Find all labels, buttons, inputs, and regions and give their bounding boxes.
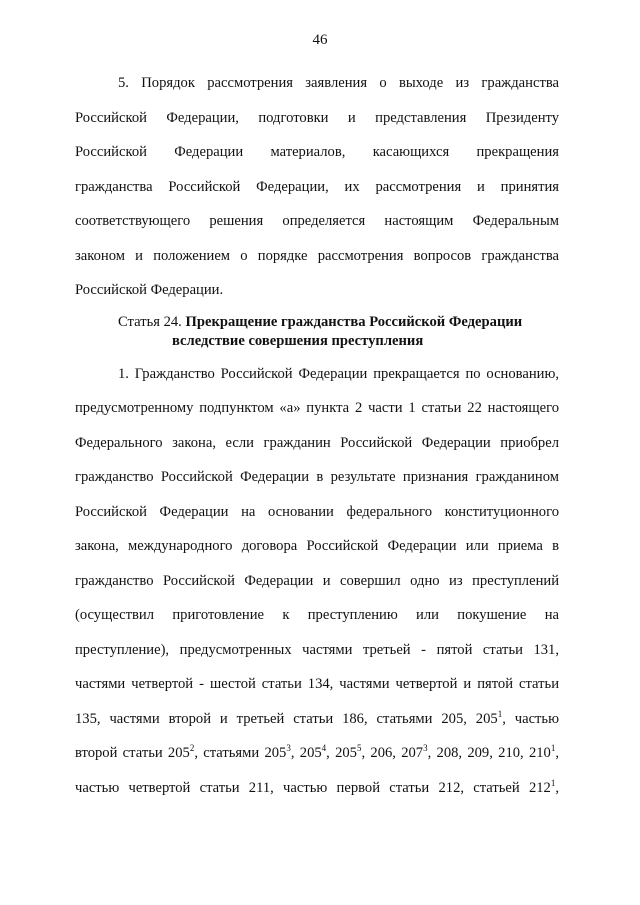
text-segment: , 206, 207 [361, 745, 424, 761]
text-segment: , 205 [326, 745, 357, 761]
text-line: (осуществил приготовление к преступлению или покушение на [75, 607, 559, 623]
text-segment: , частью [502, 710, 559, 727]
superscript: 1 [550, 777, 556, 788]
article-label: Статья 24. [118, 313, 182, 330]
superscript: 1 [550, 743, 556, 753]
text-segment: , статьями 205 [194, 745, 287, 761]
text-line: 1. Гражданство Российской Федерации прекращается по основанию, [118, 365, 559, 382]
text-segment: , 208, 209, 210, 210 [427, 745, 551, 761]
article-heading [75, 308, 559, 357]
text-line: законом и положением о порядке рассмотрения вопросов гражданства [75, 247, 559, 264]
text-line: предусмотренному подпунктом «а» пункта 2 части 1 статьи 22 настоящего [75, 400, 559, 416]
text-segment: , [555, 779, 559, 796]
document-body [75, 66, 559, 805]
text-line: гражданство Российской Федерации и совершил одно из преступлений [75, 572, 559, 589]
superscript: 2 [189, 743, 195, 753]
text-line [75, 702, 559, 737]
superscript: 5 [356, 743, 362, 753]
page-number: 46 [312, 32, 328, 48]
text-segment: , 205 [290, 745, 322, 761]
superscript: 4 [321, 743, 327, 753]
text-line [75, 771, 559, 806]
text-line: Федерального закона, если гражданин Российской Федерации приобрел [75, 434, 559, 451]
text-line: 5. Порядок рассмотрения заявления о выходе из гражданства [118, 75, 559, 91]
text-segment: 135, частями второй и третьей статьи 186, статьями 205, 205 [75, 710, 498, 727]
article-heading-line-2 [75, 332, 559, 351]
paragraph-1 [75, 357, 559, 806]
text-line: Российской Федерации на основании федерального конституционного [75, 503, 559, 520]
text-line: соответствующего решения определяется настоящим Федеральным [75, 213, 559, 229]
text-line: Российской Федерации. [75, 282, 224, 298]
article-heading-line-1 [75, 313, 559, 332]
text-line: гражданства Российской Федерации, их рассмотрения и принятия [75, 178, 559, 195]
text-line: гражданство Российской Федерации в результате признания гражданином [75, 469, 559, 485]
text-segment: второй статьи 205 [75, 745, 190, 761]
text-line: преступление), предусмотренных частями третьей - пятой статьи 131, [75, 641, 559, 658]
text-segment: , [555, 745, 559, 761]
paragraph-5 [75, 66, 559, 308]
superscript: 3 [286, 743, 291, 753]
superscript: 3 [423, 743, 428, 753]
text-segment: частью четвертой статьи 211, частью первой статьи 212, статьей 212 [75, 779, 551, 796]
article-title-line-1: Прекращение гражданства Российской Федерации [185, 313, 523, 330]
text-line: закона, международного договора Российской Федерации или приема в [75, 538, 559, 554]
text-line [75, 736, 559, 771]
text-line: Российской Федерации материалов, касающихся прекращения [75, 144, 559, 160]
superscript: 1 [497, 708, 503, 719]
article-title-line-2: вследствие совершения преступления [172, 332, 424, 349]
text-line: Российской Федерации, подготовки и представления Президенту [75, 109, 559, 126]
text-line: частями четвертой - шестой статьи 134, частями четвертой и пятой статьи [75, 676, 559, 692]
